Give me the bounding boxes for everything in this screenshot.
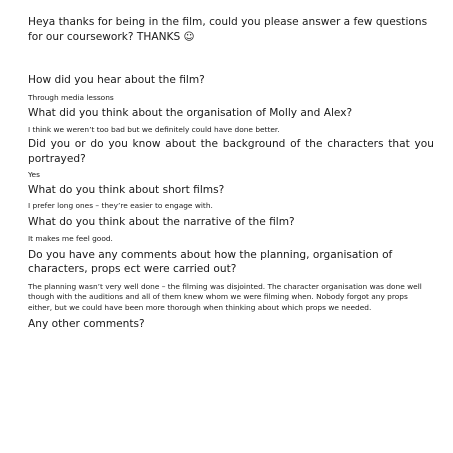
answer-4: I prefer long ones – they’re easier to engage with. xyxy=(28,201,213,210)
question-4: What do you think about short films? xyxy=(28,183,225,196)
question-6: Do you have any comments about how the planning, organisation of characters, props ect were carried out? xyxy=(28,248,393,275)
question-2: What did you think about the organisation of Molly and Alex? xyxy=(28,107,353,119)
question-3: Did you or do you know about the background of the characters that you portrayed? xyxy=(28,138,434,165)
answer-6: The planning wasn’t very well done – the filming was disjointed. The character organisation was done well though with the auditions and all of them knew whom we were filming when. Nobody forgot any props either, but we could have been more thorough when thinking about which props we needed. xyxy=(28,281,422,312)
answer-5: It makes me feel good. xyxy=(28,234,113,243)
question-7: Any other comments? xyxy=(28,318,145,330)
answer-1: Through media lessons xyxy=(28,92,114,102)
question-5: What do you think about the narrative of the film? xyxy=(28,215,295,228)
question-1: How did you hear about the film? xyxy=(28,74,205,86)
answer-2: I think we weren’t too bad but we definitely could have done better. xyxy=(28,124,280,134)
answer-3: Yes xyxy=(28,170,40,179)
intro-text: Heya thanks for being in the film, could you please answer a few questions for our coursework? THANKS ☺ xyxy=(28,16,428,43)
